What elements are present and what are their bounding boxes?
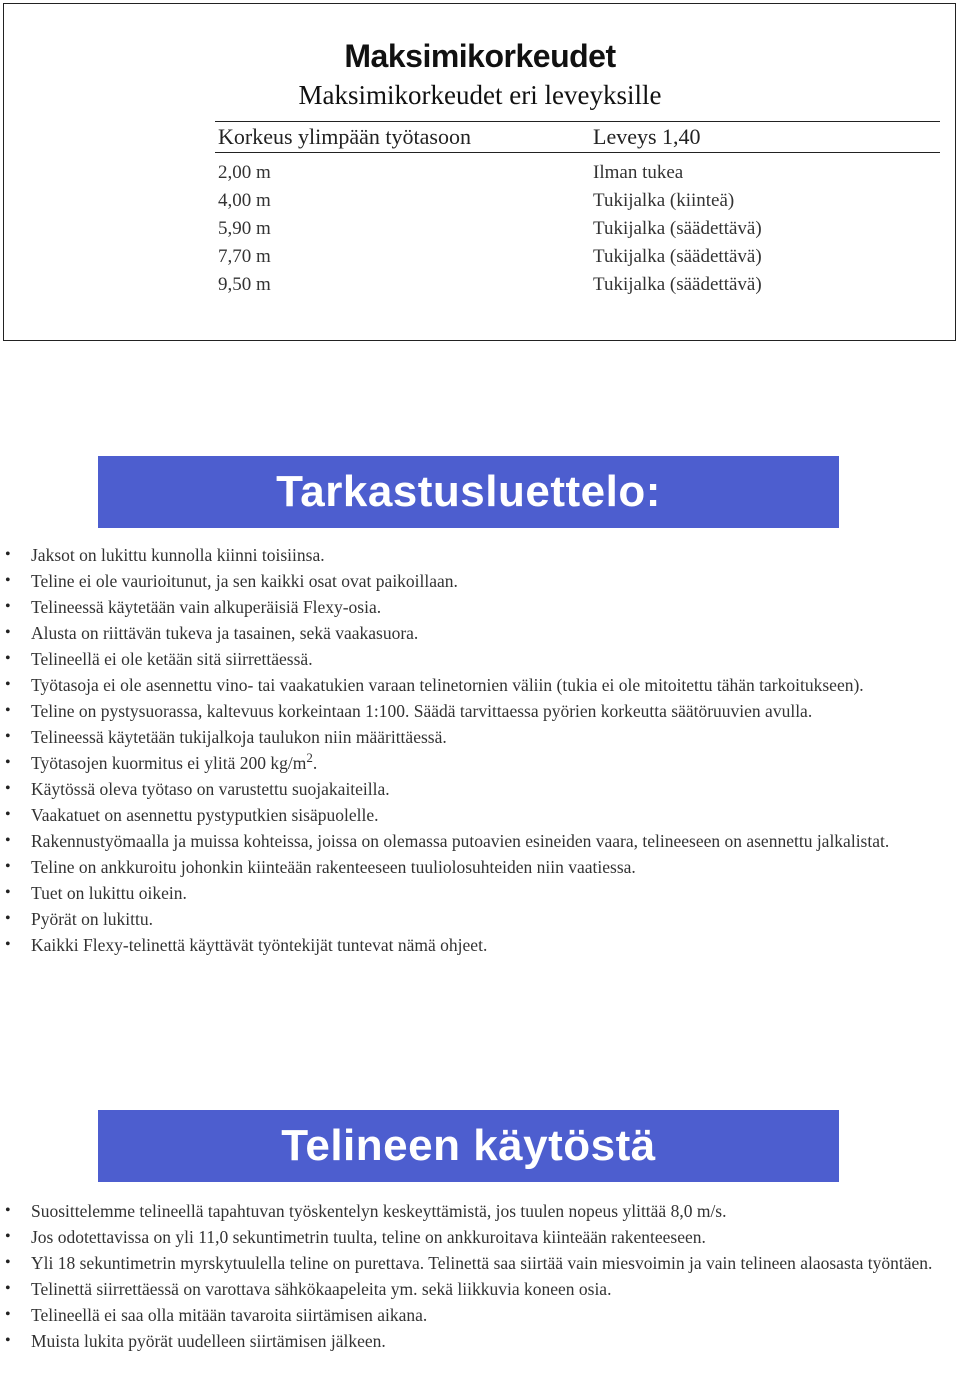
bullet-icon: • [5, 910, 11, 927]
bullet-icon: • [5, 780, 11, 797]
height-cell: 4,00 m [218, 190, 271, 211]
column-header-height: Korkeus ylimpään työtasoon [218, 124, 471, 149]
list-item: • Teline on ankkuroitu johonkin kiinteään rakenteeseen tuuliolosuhteiden niin vaatiessa. [0, 854, 960, 880]
table-row [215, 218, 940, 245]
list-item: • Pyörät on lukittu. [0, 906, 960, 932]
checklist-banner: Tarkastusluettelo: [98, 456, 839, 528]
list-item: • Telineellä ei ole ketään sitä siirrettäessä. [0, 646, 960, 672]
bullet-icon: • [5, 1280, 11, 1297]
support-cell: Tukijalka (säädettävä) [593, 218, 762, 239]
box-title: Maksimikorkeudet [344, 38, 616, 74]
usage-list [0, 1198, 960, 1354]
list-item: • Suosittelemme telineellä tapahtuvan työskentelyn keskeyttämistä, jos tuulen nopeus ylittää 8,0 m/s. [0, 1198, 960, 1224]
bullet-icon: • [5, 1202, 11, 1219]
bullet-icon: • [5, 1254, 11, 1271]
height-cell: 7,70 m [218, 246, 271, 267]
checklist [0, 542, 960, 958]
list-item: • Telineessä käytetään vain alkuperäisiä Flexy-osia. [0, 594, 960, 620]
bullet-icon: • [5, 546, 11, 563]
list-item: • Rakennustyömaalla ja muissa kohteissa, joissa on olemassa putoavien esineiden vaara, telineeseen on asennettu jalkalistat. [0, 828, 960, 854]
table-row [215, 246, 940, 273]
bullet-icon: • [5, 806, 11, 823]
list-item: • Kaikki Flexy-telinettä käyttävät työntekijät tuntevat nämä ohjeet. [0, 932, 960, 958]
usage-banner: Telineen käytöstä [98, 1110, 839, 1182]
load-exponent: 2 [306, 750, 313, 766]
bullet-icon: • [5, 702, 11, 719]
table-row [215, 190, 940, 217]
support-cell: Tukijalka (säädettävä) [593, 246, 762, 267]
bullet-icon: • [5, 598, 11, 615]
bullet-icon: • [5, 754, 11, 771]
height-cell: 9,50 m [218, 274, 271, 295]
bullet-icon: • [5, 832, 11, 849]
list-item: • Alusta on riittävän tukeva ja tasainen, sekä vaakasuora. [0, 620, 960, 646]
table-header [215, 121, 940, 153]
list-item: • Muista lukita pyörät uudelleen siirtämisen jälkeen. [0, 1328, 960, 1354]
bullet-icon: • [5, 858, 11, 875]
bullet-icon: • [5, 650, 11, 667]
list-item: • Työtasoja ei ole asennettu vino- tai vaakatukien varaan telinetornien väliin (tukia ei ole mitoitettu tähän tarkoitukseen). [0, 672, 960, 698]
bullet-icon: • [5, 884, 11, 901]
table-row [215, 274, 940, 301]
support-cell: Tukijalka (säädettävä) [593, 274, 762, 295]
bullet-icon: • [5, 1306, 11, 1323]
bullet-icon: • [5, 572, 11, 589]
bullet-icon: • [5, 1228, 11, 1245]
list-item: • Käytössä oleva työtaso on varustettu suojakaiteilla. [0, 776, 960, 802]
list-item: • Työtasojen kuormitus ei ylitä 200 $kg/m^2$. [0, 750, 960, 776]
table-row [215, 162, 940, 189]
box-subtitle: Maksimikorkeudet eri leveyksille [298, 80, 662, 110]
list-item: • Telineessä käytetään tukijalkoja taulukon niin määrittäessä. [0, 724, 960, 750]
height-cell: 2,00 m [218, 162, 271, 183]
support-cell: Tukijalka (kiinteä) [593, 190, 735, 211]
bullet-icon: • [5, 1332, 11, 1349]
support-cell: Ilman tukea [593, 162, 684, 183]
list-item: • Telinettä siirrettäessä on varottava sähkökaapeleita ym. sekä liikkuvia koneen osia. [0, 1276, 960, 1302]
list-item: • Vaakatuet on asennettu pystyputkien sisäpuolelle. [0, 802, 960, 828]
bullet-icon: • [5, 728, 11, 745]
bullet-icon: • [5, 676, 11, 693]
bullet-icon: • [5, 624, 11, 641]
height-cell: 5,90 m [218, 218, 271, 239]
list-item: • Teline on pystysuorassa, kaltevuus korkeintaan 1:100. Säädä tarvittaessa pyörien korkeutta säätöruuvien avulla. [0, 698, 960, 724]
list-item: • Teline ei ole vaurioitunut, ja sen kaikki osat ovat paikoillaan. [0, 568, 960, 594]
bullet-icon: • [5, 936, 11, 953]
column-header-width: Leveys 1,40 [593, 124, 701, 149]
list-item: • Jaksot on lukittu kunnolla kiinni toisiinsa. [0, 542, 960, 568]
list-item: • Telineellä ei saa olla mitään tavaroita siirtämisen aikana. [0, 1302, 960, 1328]
list-item: • Yli 18 sekuntimetrin myrskytuulella teline on purettava. Telinettä saa siirtää vain miesvoimin ja vain telineen alaosasta työntäen. [0, 1250, 960, 1276]
list-item: • Jos odotettavissa on yli 11,0 sekuntimetrin tuulta, teline on ankkuroitava kiinteään rakenteeseen. [0, 1224, 960, 1250]
list-item: • Tuet on lukittu oikein. [0, 880, 960, 906]
